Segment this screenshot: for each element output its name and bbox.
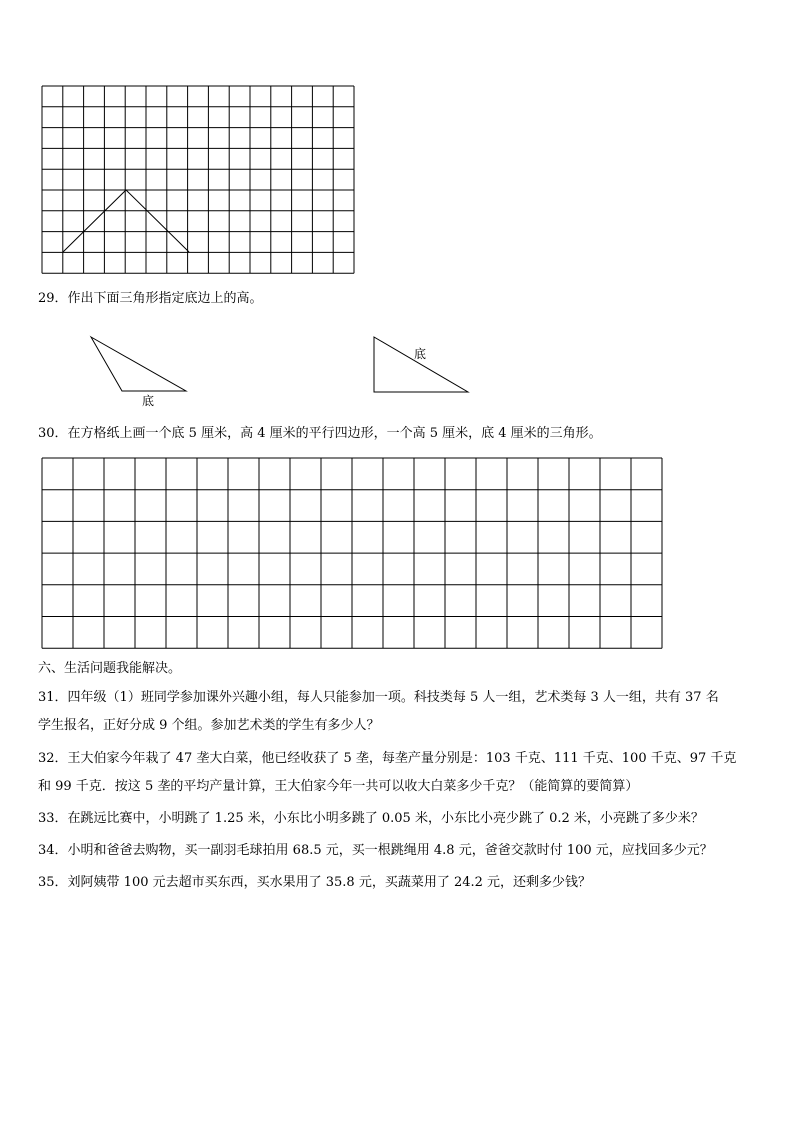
right-right-triangle [374,337,468,392]
grid-triangle [63,190,189,252]
question-35: 35．刘阿姨带 100 元去超市买东西，买水果用了 35.8 元，买蔬菜用了 24.2 元，还剩多少钱？ [38,875,592,890]
top-square-grid [42,86,354,273]
question-32-line-1: 32．王大伯家今年栽了 47 垄大白菜，他已经收获了 5 垄，每垄产量分别是：103 千克、111 千克、100 千克、97 千克 [38,751,737,766]
left-base-label: 底 [142,394,155,408]
q30-grid-figure [0,450,794,655]
question-30: 30．在方格纸上画一个底 5 厘米，高 4 厘米的平行四边形，一个高 5 厘米，底 4 厘米的三角形。 [38,426,602,441]
question-31-line-2: 学生报名，正好分成 9 个组。参加艺术类的学生有多少人？ [38,718,380,733]
question-34: 34．小明和爸爸去购物，买一副羽毛球拍用 68.5 元，买一根跳绳用 4.8 元，爸爸交款时付 100 元，应找回多少元？ [38,843,713,858]
right-base-label: 底 [414,347,427,361]
left-obtuse-triangle [91,337,186,391]
bottom-square-grid [42,458,662,648]
question-31-line-1: 31．四年级（1）班同学参加课外兴趣小组，每人只能参加一项。科技类每 5 人一组，艺术类每 3 人一组，共有 37 名 [38,690,719,705]
question-29: 29．作出下面三角形指定底边上的高。 [38,291,263,306]
top-grid-figure [0,0,794,290]
section-6-title: 六、生活问题我能解决。 [38,661,182,676]
question-33: 33．在跳远比赛中，小明跳了 1.25 米，小东比小明多跳了 0.05 米，小东比小亮少跳了 0.2 米，小亮跳了多少米？ [38,811,704,826]
q29-triangles [0,325,794,410]
question-32-line-2: 和 99 千克．按这 5 垄的平均产量计算，王大伯家今年一共可以收大白菜多少千克？（能简算的要简算） [38,779,639,794]
